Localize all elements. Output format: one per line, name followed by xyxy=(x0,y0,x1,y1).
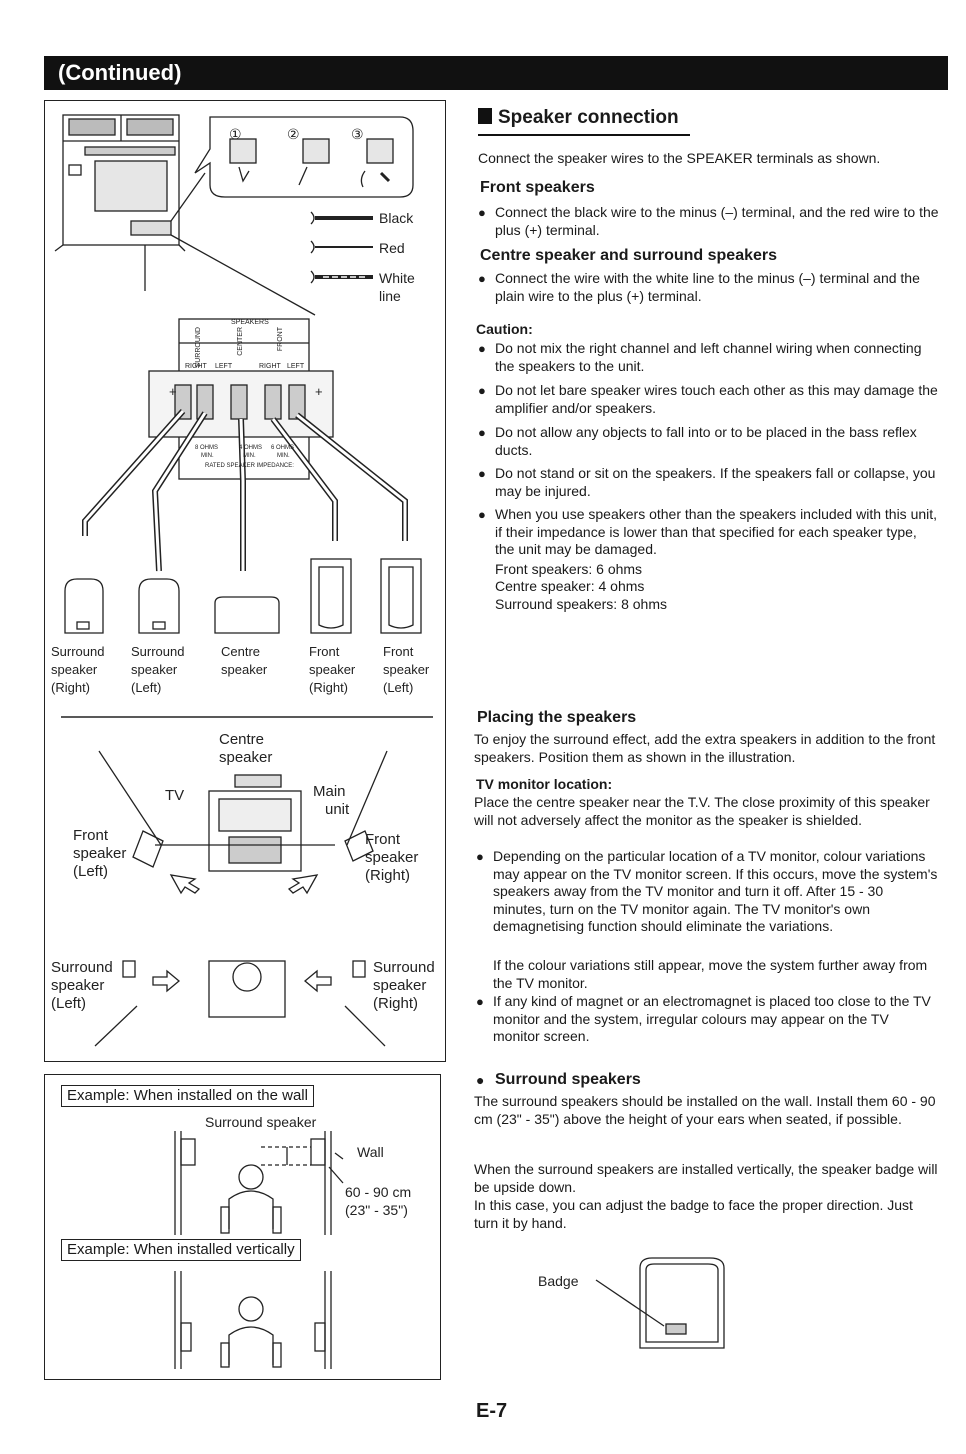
layout-main-1: Main xyxy=(313,783,346,800)
speaker-connection-title: Speaker connection xyxy=(478,106,679,130)
caution-item: ● When you use speakers other than the speakers included with this unit, if their impedance is lower than that specified for each speaker type, the unit may be damaged. xyxy=(478,506,940,559)
terminal-ohms-2: 4 OHMS xyxy=(239,445,263,451)
front-speaker-right-shape xyxy=(311,559,351,633)
layout-front-right-1: Front xyxy=(365,831,401,848)
header-bar xyxy=(44,56,948,90)
terminal-speakers-label: SPEAKERS xyxy=(231,319,269,326)
layout-surround-left-3: (Left) xyxy=(51,995,87,1012)
wall-height-in: (23" - 35") xyxy=(345,1202,408,1218)
step-2-label: ② xyxy=(287,126,300,142)
badge-label: Badge xyxy=(538,1273,579,1289)
impedance-centre: Centre speaker: 4 ohms xyxy=(495,578,645,594)
wire-black-label: Black xyxy=(379,210,414,226)
terminal-min-1: MIN. xyxy=(201,453,214,459)
page-number: E-7 xyxy=(476,1400,508,1422)
terminal-front-label: FRONT xyxy=(277,327,284,352)
layout-front-left-3: (Left) xyxy=(73,863,109,880)
front-speakers-title: Front speakers xyxy=(480,179,595,196)
speaker-label-surround-right-2: speaker xyxy=(51,662,98,677)
tv-monitor-bullet: ● Depending on the particular location of a TV monitor, colour variations may appear on the TV monitor screen. If this occurs, move the system's speakers away from the TV monitor and turn it off. After 15 - 30 minutes, turn on the TV monitor again. The TV monitor's own demagnetising function should eliminate the variations. xyxy=(476,848,938,936)
layout-surround-right-2: speaker xyxy=(373,977,427,994)
layout-tv: TV xyxy=(165,787,185,804)
viewer-sofa xyxy=(209,961,285,1017)
wire-red-label: Red xyxy=(379,240,405,256)
surround-speaker-left-shape xyxy=(139,579,179,633)
caution-item: ● Do not let bare speaker wires touch each other as this may damage the amplifier and/or speakers. xyxy=(478,382,940,417)
layout-surround-left-1: Surround xyxy=(51,959,113,976)
terminal-left-1: LEFT xyxy=(215,363,233,370)
terminal-surround-label: SURROUND xyxy=(195,327,202,368)
step-1-label: ① xyxy=(229,126,242,142)
speaker-label-surround-left-1: Surround xyxy=(131,644,185,659)
caution-title: Caution: xyxy=(476,321,533,337)
speaker-label-front-right-3: (Right) xyxy=(309,680,349,695)
terminal-ohms-3: 6 OHMS xyxy=(271,445,295,451)
terminal-right-1: RIGHT xyxy=(185,363,207,370)
speaker-label-centre-2: speaker xyxy=(221,662,268,677)
layout-centre-1: Centre xyxy=(219,731,265,748)
surround-text-1: The surround speakers should be installed on the wall. Install them 60 - 90 cm (23" - 35") above the height of your ears when seated, if possible. xyxy=(474,1093,936,1127)
speaker-label-front-right-1: Front xyxy=(309,644,340,659)
section-square-icon xyxy=(478,108,492,124)
placing-title: Placing the speakers xyxy=(477,709,637,726)
bullet-icon: ● xyxy=(476,1072,485,1088)
wall-height-cm: 60 - 90 cm xyxy=(345,1184,412,1200)
speaker-label-centre-1: Centre xyxy=(221,644,261,659)
layout-front-left-1: Front xyxy=(73,827,109,844)
speaker-label-front-left-3: (Left) xyxy=(383,680,414,695)
terminal-min-2: MIN. xyxy=(243,453,256,459)
impedance-surround: Surround speakers: 8 ohms xyxy=(495,596,667,612)
caution-item: ● Do not stand or sit on the speakers. If the speakers fall or collapse, you may be injured. xyxy=(478,465,940,500)
tv-monitor-bullet-cont: If the colour variations still appear, move the system further away from the TV monitor. xyxy=(493,957,928,991)
terminal-min-3: MIN. xyxy=(277,453,290,459)
wall-install-panel xyxy=(44,1074,441,1380)
centre-surround-bullet: ● Connect the wire with the white line to the minus (–) terminal and the plain wire to the plus (+) terminal. xyxy=(478,270,940,305)
impedance-front: Front speakers: 6 ohms xyxy=(495,561,643,577)
caution-item: ● Do not mix the right channel and left channel wiring when connecting the speakers to the unit. xyxy=(478,340,940,375)
terminal-center-label: CENTER xyxy=(237,327,244,356)
layout-centre-2: speaker xyxy=(219,749,273,766)
terminal-plus-right: + xyxy=(315,384,323,399)
layout-front-right-3: (Right) xyxy=(365,867,411,884)
centre-surround-title: Centre speaker and surround speakers xyxy=(480,247,778,264)
header-title: (Continued) xyxy=(58,60,182,85)
layout-front-right-2: speaker xyxy=(365,849,419,866)
surround-text-2: When the surround speakers are installed vertically, the speaker badge will be upside down. xyxy=(474,1161,938,1195)
wall-surround-speaker-label: Surround speaker xyxy=(205,1114,317,1130)
front-speaker-left-shape xyxy=(381,559,421,633)
speaker-connection-intro: Connect the speaker wires to the SPEAKER terminals as shown. xyxy=(478,150,881,166)
centre-speaker-shape xyxy=(215,597,279,633)
speaker-label-front-left-1: Front xyxy=(383,644,414,659)
surround-text-3: In this case, you can adjust the badge to face the proper direction. Just turn it by hand. xyxy=(474,1197,913,1231)
speaker-label-front-left-2: speaker xyxy=(383,662,430,677)
speaker-label-surround-right-3: (Right) xyxy=(51,680,91,695)
centre-speaker-top xyxy=(235,775,281,787)
wire-white-line-label: line xyxy=(379,288,401,304)
wire-white-label: White xyxy=(379,270,415,286)
tv-monitor-text: Place the centre speaker near the T.V. The close proximity of this speaker will not adversely affect the monitor as the speaker is shielded. xyxy=(474,794,930,828)
step-3-label: ③ xyxy=(351,126,364,142)
surround-title: ● Surround speakers xyxy=(476,1071,641,1088)
tv-monitor-title: TV monitor location: xyxy=(476,776,613,792)
placing-intro: To enjoy the surround effect, add the extra speakers in addition to the front speakers. Position them as shown in the illustration. xyxy=(474,731,936,765)
example-vertical-label: Example: When installed vertically xyxy=(61,1239,301,1261)
terminal-ohms-1: 8 OHMS xyxy=(195,445,219,451)
speaker-label-front-right-2: speaker xyxy=(309,662,356,677)
terminal-left-2: LEFT xyxy=(287,363,305,370)
front-speakers-bullet: ● Connect the black wire to the minus (–) terminal, and the red wire to the plus (+) terminal. xyxy=(478,204,940,239)
section-rule xyxy=(478,134,690,136)
speaker-label-surround-left-3: (Left) xyxy=(131,680,162,695)
layout-surround-right-1: Surround xyxy=(373,959,435,976)
layout-main-2: unit xyxy=(325,801,350,818)
speaker-label-surround-left-2: speaker xyxy=(131,662,178,677)
terminal-right-2: RIGHT xyxy=(259,363,281,370)
terminal-plus-left: + xyxy=(169,384,177,399)
terminal-rated: RATED SPEAKER IMPEDANCE: xyxy=(205,463,294,469)
speaker-label-surround-right-1: Surround xyxy=(51,644,105,659)
badge-speaker-illustration xyxy=(600,1254,740,1354)
surround-speaker-right-shape xyxy=(65,579,103,633)
layout-front-left-2: speaker xyxy=(73,845,127,862)
wiring-diagram-panel xyxy=(44,100,446,1062)
example-wall-label: Example: When installed on the wall xyxy=(61,1085,314,1107)
tv-monitor-bullet: ● If any kind of magnet or an electromagnet is placed too close to the TV monitor and the system, irregular colours may appear on the TV monitor screen. xyxy=(476,993,938,1046)
layout-surround-left-2: speaker xyxy=(51,977,105,994)
caution-item: ● Do not allow any objects to fall into or to be placed in the bass reflex ducts. xyxy=(478,424,940,459)
wall-label: Wall xyxy=(357,1144,384,1160)
layout-surround-right-3: (Right) xyxy=(373,995,419,1012)
